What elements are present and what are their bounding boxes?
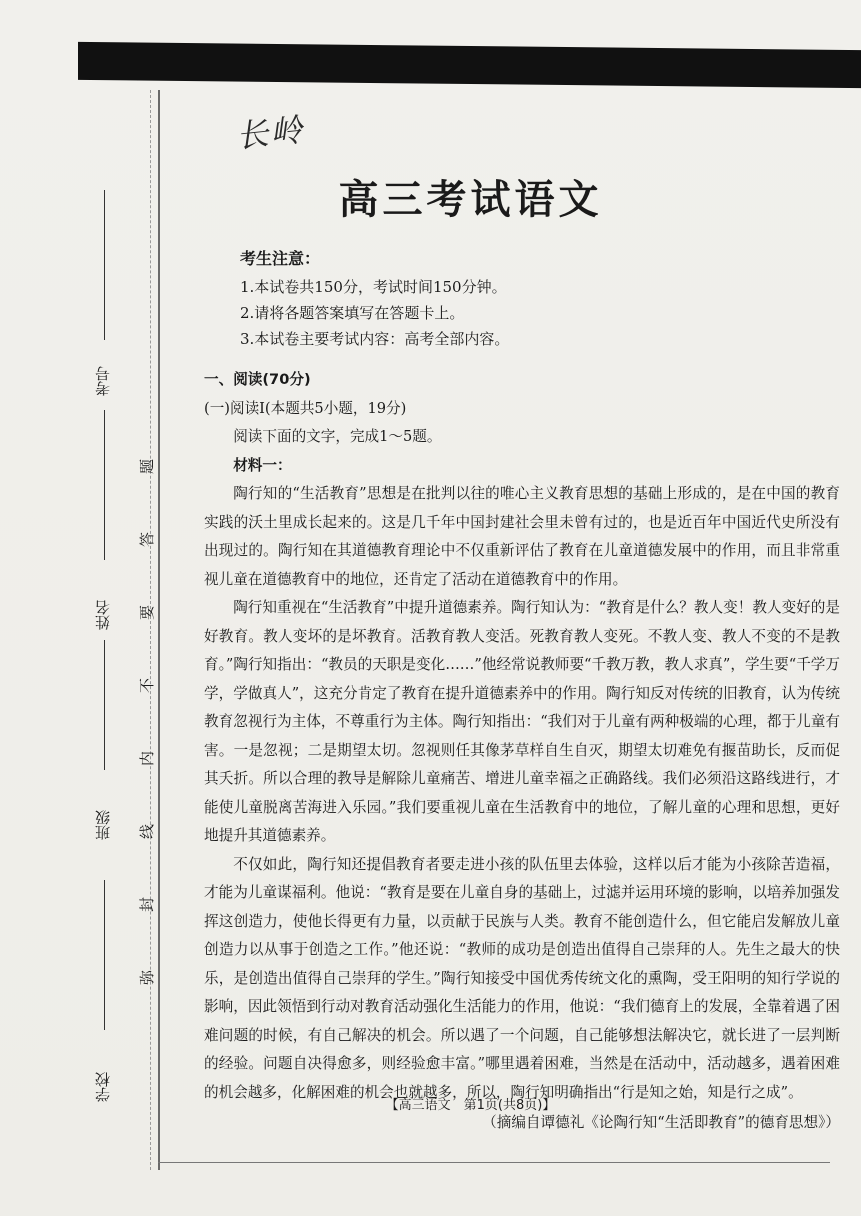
class-underline — [104, 640, 105, 770]
field-exam-number-label: 考号 — [94, 366, 112, 396]
seal-char: 弥 — [138, 969, 157, 986]
section-title: 一、阅读(70分) — [204, 371, 311, 388]
exam-title: 高三考试语文 — [338, 177, 603, 223]
paragraph: 不仅如此，陶行知还提倡教育者要走进小孩的队伍里去体验，这样以后才能为小孩除苦造福，才能为儿童谋福利。他说：“教育是要在儿童自身的基础上，过滤并运用环境的影响，以培养加强发挥这创造力，使他长得更有力量，以贡献于民族与人类。教育不能创造什么，但它能启发解放儿童创造力以从事于创造之工作。”他还说：“教师的成功是创造出值得自己崇拜的人。先生之最大的快乐，是创造出值得自己崇拜的学生。”陶行知接受中国优秀传统文化的熏陶，受王阳明的知行学说的影响，因此领悟到行动对教育活动强化生活能力的作用，他说：“我们德育上的发展，全靠着遇了困难问题的时候，有自己解决的机会。所以遇了一个问题，自己能够想法解决它，就长进了一层判断的经验。问题自决得愈多，则经验愈丰富。”哪里遇着困难，当然是在活动中，活动越多，遇着困难的机会越多，化解困难的机会也就越多，所以，陶行知明确指出“行是知之始，知是行之成”。 — [204, 855, 840, 1101]
notice-heading: 考生注意： — [240, 249, 321, 268]
bottom-border — [158, 1162, 830, 1163]
source-citation: （摘编自谭德礼《论陶行知“生活即教育”的德育思想》） — [482, 1114, 840, 1131]
material-label: 材料一： — [233, 456, 292, 474]
name-underline — [104, 410, 105, 560]
paragraph: 陶行知的“生活教育”思想是在批判以往的唯心主义教育思想的基础上形成的，是在中国的教育实践的沃土里成长起来的。这是几千年中国封建社会里未曾有过的，也是近百年中国近代史所没有出现过的。陶行知在其道德教育理论中不仅重新评估了教育在儿童道德发展中的作用，而且非常重视儿童在道德教育中的地位，还肯定了活动在道德教育中的作用。 — [204, 485, 840, 588]
school-underline — [104, 880, 105, 1030]
instruction: 阅读下面的文字，完成1～5题。 — [233, 428, 442, 445]
seal-char: 答 — [138, 531, 157, 548]
notice-item: 1.本试卷共150分，考试时间150分钟。 — [240, 278, 507, 296]
field-school — [92, 1022, 113, 1102]
seal-char: 题 — [138, 458, 157, 475]
handwritten-note: 长岭 — [234, 110, 307, 156]
reading-section — [204, 366, 840, 1138]
seal-char: 内 — [138, 750, 157, 767]
seal-char: 不 — [138, 677, 157, 694]
seal-line-notice — [136, 430, 158, 1014]
subsection-title: (一)阅读Ⅰ(本题共5小题，19分) — [204, 399, 407, 417]
binding-line — [158, 90, 160, 1170]
field-name-label: 姓名 — [94, 600, 112, 630]
seal-char: 封 — [138, 896, 157, 913]
notice-item: 3.本试卷主要考试内容：高考全部内容。 — [240, 330, 510, 348]
notice-item: 2.请将各题答案填写在答题卡上。 — [240, 304, 465, 322]
seal-char: 要 — [138, 604, 157, 621]
field-school-label: 学校 — [94, 1072, 112, 1102]
page-footer: 【高三语文 第1页(共8页)】 — [385, 1098, 556, 1113]
seal-char: 线 — [138, 823, 157, 840]
candidate-notice — [240, 246, 509, 352]
field-class — [92, 760, 113, 840]
field-exam-number — [92, 316, 113, 396]
field-class-label: 班级 — [94, 810, 112, 840]
field-name — [92, 550, 113, 630]
scan-top-shadow — [78, 42, 861, 88]
paragraph: 陶行知重视在“生活教育”中提升道德素养。陶行知认为：“教育是什么？教人变！教人变好的是好教育。教人变坏的是坏教育。活教育教人变活。死教育教人变死。不教人变、教人不变的不是教育。”陶行知指出：“教员的天职是变化……”他经常说教师要“千教万教，教人求真”，学生要“千学万学，学做真人”，这充分肯定了教育在提升道德素养中的作用。陶行知反对传统的旧教育，认为传统教育忽视行为主体，不尊重行为主体。陶行知指出：“我们对于儿童有两种极端的心理，都于儿童有害。一是忽视；二是期望太切。忽视则任其像茅草样自生自灭，期望太切难免有揠苗助长，反而促其夭折。所以合理的教导是解除儿童痛苦、增进儿童幸福之正确路线。我们必须沿这路线进行，才能使儿童脱离苦海进入乐园。”我们要重视儿童在生活教育中的地位，了解儿童的心理和思想，更好地提升其道德素养。 — [204, 599, 840, 844]
